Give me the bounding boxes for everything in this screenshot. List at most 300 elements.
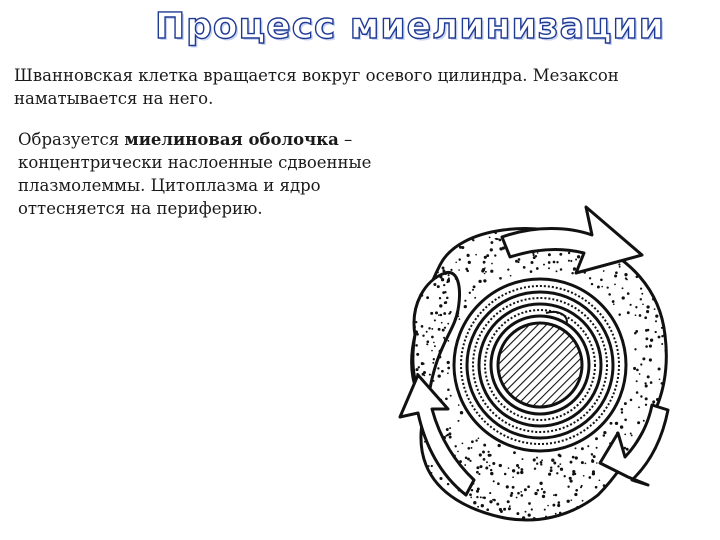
stipple-dot [630, 433, 632, 435]
stipple-dot [473, 501, 476, 504]
stipple-dot [488, 454, 491, 457]
stipple-dot [464, 305, 467, 308]
stipple-dot [618, 313, 621, 316]
stipple-dot [644, 316, 647, 319]
stipple-dot [447, 361, 450, 364]
stipple-dot [533, 458, 536, 461]
stipple-dot [516, 497, 518, 499]
stipple-dot [585, 463, 587, 465]
stipple-dot [520, 491, 522, 493]
stipple-dot [490, 270, 493, 273]
stipple-dot [527, 485, 530, 488]
stipple-dot [460, 411, 463, 414]
stipple-dot [457, 420, 459, 422]
stipple-dot [609, 294, 611, 296]
stipple-dot [547, 505, 549, 507]
stipple-dot [447, 323, 449, 325]
stipple-dot [455, 277, 458, 280]
stipple-dot [518, 258, 521, 261]
stipple-dot [501, 249, 503, 251]
stipple-dot [522, 458, 524, 460]
stipple-dot [465, 457, 468, 460]
stipple-dot [484, 267, 486, 269]
stipple-dot [567, 500, 570, 503]
stipple-dot [486, 508, 489, 511]
stipple-dot [649, 358, 652, 361]
stipple-dot [491, 263, 493, 265]
stipple-dot [426, 343, 428, 345]
stipple-dot [490, 241, 493, 244]
stipple-dot [646, 305, 649, 308]
stipple-dot [558, 501, 561, 504]
stipple-dot [439, 477, 442, 480]
stipple-dot [559, 463, 561, 465]
stipple-dot [476, 490, 479, 493]
stipple-dot [431, 472, 433, 474]
stipple-dot [650, 381, 653, 384]
stipple-dot [615, 271, 618, 274]
paragraph-suffix: – концентрически наслоенные сдвоенные плазмолеммы. Цитоплазма и ядро оттесняется на периферию. [18, 130, 372, 218]
stipple-dot [510, 275, 512, 277]
page-title: Процесс миелинизации [154, 6, 666, 47]
stipple-dot [442, 329, 445, 332]
stipple-dot [614, 284, 616, 286]
stipple-dot [536, 267, 539, 270]
stipple-dot [438, 374, 441, 377]
stipple-dot [432, 380, 434, 382]
stipple-dot [473, 285, 476, 288]
stipple-dot [521, 494, 524, 497]
stipple-dot [636, 369, 639, 372]
myelination-diagram [370, 195, 700, 540]
stipple-dot [474, 297, 476, 299]
stipple-dot [486, 461, 488, 463]
stipple-dot [484, 273, 486, 275]
stipple-dot [472, 239, 474, 241]
stipple-dot [551, 459, 554, 462]
stipple-dot [599, 479, 601, 481]
stipple-dot [522, 516, 525, 519]
stipple-dot [559, 512, 562, 515]
stipple-dot [438, 314, 440, 316]
stipple-dot [513, 451, 516, 454]
stipple-dot [472, 289, 474, 291]
stipple-dot [537, 252, 539, 254]
stipple-dot [658, 336, 661, 339]
stipple-dot [489, 500, 492, 503]
stipple-dot [437, 285, 440, 288]
stipple-dot [412, 355, 414, 357]
stipple-dot [557, 465, 559, 467]
stipple-dot [471, 440, 474, 443]
stipple-dot [574, 493, 577, 496]
stipple-dot [496, 238, 498, 240]
stipple-dot [624, 418, 627, 421]
stipple-dot [572, 473, 575, 476]
stipple-dot [424, 460, 426, 462]
stipple-dot [508, 507, 511, 510]
stipple-dot [524, 488, 527, 491]
stipple-dot [489, 492, 491, 494]
stipple-dot [568, 252, 570, 254]
stipple-dot [650, 339, 653, 342]
stipple-dot [639, 373, 641, 375]
stipple-dot [486, 254, 489, 257]
stipple-dot [487, 451, 489, 453]
stipple-dot [654, 308, 656, 310]
stipple-dot [655, 315, 658, 318]
stipple-dot [469, 292, 471, 294]
stipple-dot [652, 400, 655, 403]
stipple-dot [618, 263, 620, 265]
stipple-dot [433, 358, 435, 360]
stipple-dot [441, 370, 444, 373]
stipple-dot [433, 342, 435, 344]
stipple-dot [553, 261, 556, 264]
stipple-dot [569, 477, 572, 480]
stipple-dot [464, 464, 466, 466]
stipple-dot [555, 494, 558, 497]
stipple-dot [464, 300, 466, 302]
stipple-dot [542, 495, 545, 498]
stipple-dot [631, 434, 633, 436]
stipple-dot [423, 371, 426, 374]
stipple-dot [431, 336, 434, 339]
stipple-dot [630, 304, 632, 306]
stipple-dot [626, 278, 628, 280]
stipple-dot [570, 461, 573, 464]
stipple-dot [531, 508, 533, 510]
stipple-dot [454, 445, 456, 447]
stipple-dot [557, 504, 560, 507]
stipple-dot [415, 330, 418, 333]
stipple-dot [414, 326, 416, 328]
stipple-dot [655, 320, 657, 322]
stipple-dot [528, 502, 531, 505]
stipple-dot [496, 503, 499, 506]
stipple-dot [661, 343, 663, 345]
stipple-dot [543, 491, 546, 494]
stipple-dot [471, 489, 473, 491]
stipple-dot [640, 395, 642, 397]
stipple-dot [507, 268, 509, 270]
stipple-dot [444, 327, 446, 329]
stipple-dot [601, 286, 603, 288]
stipple-dot [471, 447, 473, 449]
stipple-dot [645, 404, 647, 406]
stipple-dot [444, 272, 447, 275]
stipple-dot [580, 486, 582, 488]
stipple-dot [645, 329, 648, 332]
stipple-dot [575, 489, 578, 492]
stipple-dot [536, 463, 538, 465]
stipple-dot [661, 335, 663, 337]
stipple-dot [426, 340, 429, 343]
stipple-dot [439, 304, 442, 307]
stipple-dot [415, 344, 418, 347]
stipple-dot [450, 395, 452, 397]
stipple-dot [483, 279, 486, 282]
stipple-dot [548, 253, 551, 256]
stipple-dot [595, 486, 598, 489]
stipple-dot [635, 306, 637, 308]
stipple-dot [591, 459, 593, 461]
stipple-dot [541, 488, 543, 490]
stipple-dot [516, 512, 519, 515]
stipple-dot [440, 314, 443, 317]
stipple-dot [490, 472, 493, 475]
stipple-dot [443, 284, 445, 286]
stipple-dot [645, 384, 648, 387]
stipple-dot [449, 436, 452, 439]
stipple-dot [455, 261, 457, 263]
stipple-dot [478, 280, 481, 283]
stipple-dot [539, 482, 542, 485]
stipple-dot [644, 382, 646, 384]
stipple-dot [634, 332, 637, 335]
stipple-dot [548, 267, 550, 269]
stipple-dot [550, 469, 553, 472]
stipple-dot [458, 315, 460, 317]
stipple-dot [568, 260, 570, 262]
stipple-dot [639, 314, 642, 317]
stipple-dot [499, 277, 502, 280]
stipple-dot [512, 486, 515, 489]
stipple-dot [457, 451, 459, 453]
stipple-dot [543, 264, 545, 266]
stipple-dot [636, 275, 639, 278]
stipple-dot [458, 404, 460, 406]
stipple-dot [555, 513, 557, 515]
stipple-dot [603, 431, 606, 434]
stipple-dot [560, 468, 563, 471]
stipple-dot [613, 300, 615, 302]
stipple-dot [428, 327, 430, 329]
stipple-dot [635, 314, 637, 316]
stipple-dot [442, 291, 445, 294]
stipple-dot [439, 297, 441, 299]
stipple-dot [490, 469, 492, 471]
stipple-dot [475, 254, 477, 256]
stipple-dot [537, 489, 540, 492]
stipple-dot [508, 467, 510, 469]
stipple-dot [564, 475, 566, 477]
stipple-dot [596, 462, 598, 464]
stipple-dot [641, 293, 643, 295]
stipple-dot [634, 348, 636, 350]
stipple-dot [544, 509, 546, 511]
stipple-dot [624, 273, 627, 276]
stipple-dot [627, 311, 630, 314]
stipple-dot [540, 463, 542, 465]
stipple-dot [482, 497, 484, 499]
stipple-dot [573, 268, 575, 270]
stipple-dot [447, 279, 450, 282]
stipple-dot [485, 467, 488, 470]
stipple-dot [447, 483, 449, 485]
stipple-dot [627, 292, 630, 295]
stipple-dot [482, 451, 485, 454]
stipple-dot [422, 334, 424, 336]
stipple-dot [607, 286, 609, 288]
stipple-dot [415, 321, 417, 323]
stipple-dot [437, 367, 439, 369]
stipple-dot [570, 260, 572, 262]
stipple-dot [443, 337, 445, 339]
stipple-dot [504, 473, 507, 476]
stipple-dot [443, 312, 446, 315]
stipple-dot [595, 437, 598, 440]
stipple-dot [475, 439, 477, 441]
stipple-dot [479, 453, 482, 456]
stipple-dot [636, 391, 639, 394]
stipple-dot [556, 261, 558, 263]
stipple-dot [642, 357, 645, 360]
stipple-dot [480, 496, 482, 498]
stipple-dot [533, 254, 535, 256]
stipple-dot [445, 397, 448, 400]
stipple-dot [665, 349, 668, 352]
stipple-dot [467, 458, 470, 461]
stipple-dot [459, 318, 461, 320]
stipple-dot [652, 298, 655, 301]
stipple-dot [645, 345, 648, 348]
stipple-dot [540, 461, 543, 464]
stipple-dot [597, 286, 600, 289]
stipple-dot [497, 482, 500, 485]
stipple-dot [493, 480, 495, 482]
stipple-dot [637, 421, 640, 424]
stipple-dot [520, 471, 523, 474]
stipple-dot [500, 510, 503, 513]
stipple-dot [533, 517, 536, 520]
stipple-dot [518, 467, 520, 469]
stipple-dot [426, 296, 429, 299]
stipple-dot [536, 457, 538, 459]
stipple-dot [550, 466, 552, 468]
stipple-dot [541, 459, 543, 461]
stipple-dot [478, 437, 480, 439]
stipple-dot [441, 278, 444, 281]
stipple-dot [589, 277, 591, 279]
stipple-dot [591, 453, 593, 455]
stipple-dot [476, 466, 479, 469]
stipple-dot [430, 312, 433, 315]
stipple-dot [622, 287, 624, 289]
stipple-dot [596, 447, 598, 449]
stipple-dot [489, 236, 491, 238]
stipple-dot [444, 301, 447, 304]
stipple-dot [588, 476, 591, 479]
stipple-dot [485, 271, 487, 273]
stipple-dot [567, 486, 569, 488]
stipple-dot [633, 367, 636, 370]
stipple-dot [615, 422, 618, 425]
paragraph-prefix: Образуется [18, 130, 125, 149]
stipple-dot [492, 462, 495, 465]
stipple-dot [613, 303, 615, 305]
stipple-dot [506, 485, 509, 488]
stipple-dot [570, 499, 572, 501]
stipple-dot [446, 297, 449, 300]
stipple-dot [548, 261, 551, 264]
stipple-dot [582, 500, 584, 502]
stipple-dot [525, 511, 527, 513]
stipple-dot [548, 473, 551, 476]
stipple-dot [530, 270, 533, 273]
stipple-dot [446, 428, 449, 431]
stipple-dot [528, 514, 531, 517]
stipple-dot [620, 425, 623, 428]
stipple-dot [503, 508, 506, 511]
stipple-dot [658, 367, 661, 370]
stipple-dot [476, 496, 478, 498]
stipple-dot [490, 248, 493, 251]
stipple-dot [520, 468, 523, 471]
stipple-dot [442, 267, 445, 270]
stipple-dot [447, 367, 450, 370]
stipple-dot [431, 328, 433, 330]
stipple-dot [572, 470, 575, 473]
stipple-dot [456, 312, 459, 315]
stipple-dot [593, 455, 596, 458]
stipple-dot [575, 447, 577, 449]
stipple-dot [587, 445, 589, 447]
stipple-dot [556, 472, 558, 474]
stipple-dot [489, 465, 491, 467]
stipple-dot [570, 480, 573, 483]
stipple-dot [441, 322, 443, 324]
stipple-dot [572, 456, 575, 459]
stipple-dot [479, 465, 482, 468]
stipple-dot [523, 266, 526, 269]
stipple-dot [610, 422, 613, 425]
stipple-dot [655, 331, 657, 333]
stipple-dot [509, 505, 511, 507]
stipple-dot [577, 255, 580, 258]
stipple-dot [517, 471, 520, 474]
stipple-dot [560, 268, 563, 271]
stipple-dot [476, 471, 479, 474]
stipple-dot [517, 492, 520, 495]
stipple-dot [449, 427, 451, 429]
stipple-dot [467, 447, 470, 450]
stipple-dot [624, 402, 627, 405]
stipple-dot [621, 411, 623, 413]
stipple-dot [661, 327, 663, 329]
stipple-dot [438, 328, 441, 331]
stipple-dot [424, 375, 426, 377]
stipple-dot [450, 250, 452, 252]
stipple-dot [640, 363, 642, 365]
stipple-dot [465, 268, 468, 271]
stipple-dot [603, 484, 606, 487]
stipple-dot [619, 266, 621, 268]
stipple-dot [575, 456, 578, 459]
stipple-dot [656, 398, 659, 401]
stipple-dot [530, 261, 533, 264]
stipple-dot [516, 464, 519, 467]
stipple-dot [469, 493, 472, 496]
paragraph-schwann-cell: Шванновская клетка вращается вокруг осевого цилиндра. Мезаксон наматывается на него. [14, 66, 619, 108]
stipple-dot [499, 464, 502, 467]
stipple-dot [512, 469, 515, 472]
stipple-dot [421, 325, 424, 328]
stipple-dot [444, 338, 447, 341]
stipple-dot [458, 269, 460, 271]
stipple-dot [447, 372, 449, 374]
stipple-dot [630, 399, 633, 402]
